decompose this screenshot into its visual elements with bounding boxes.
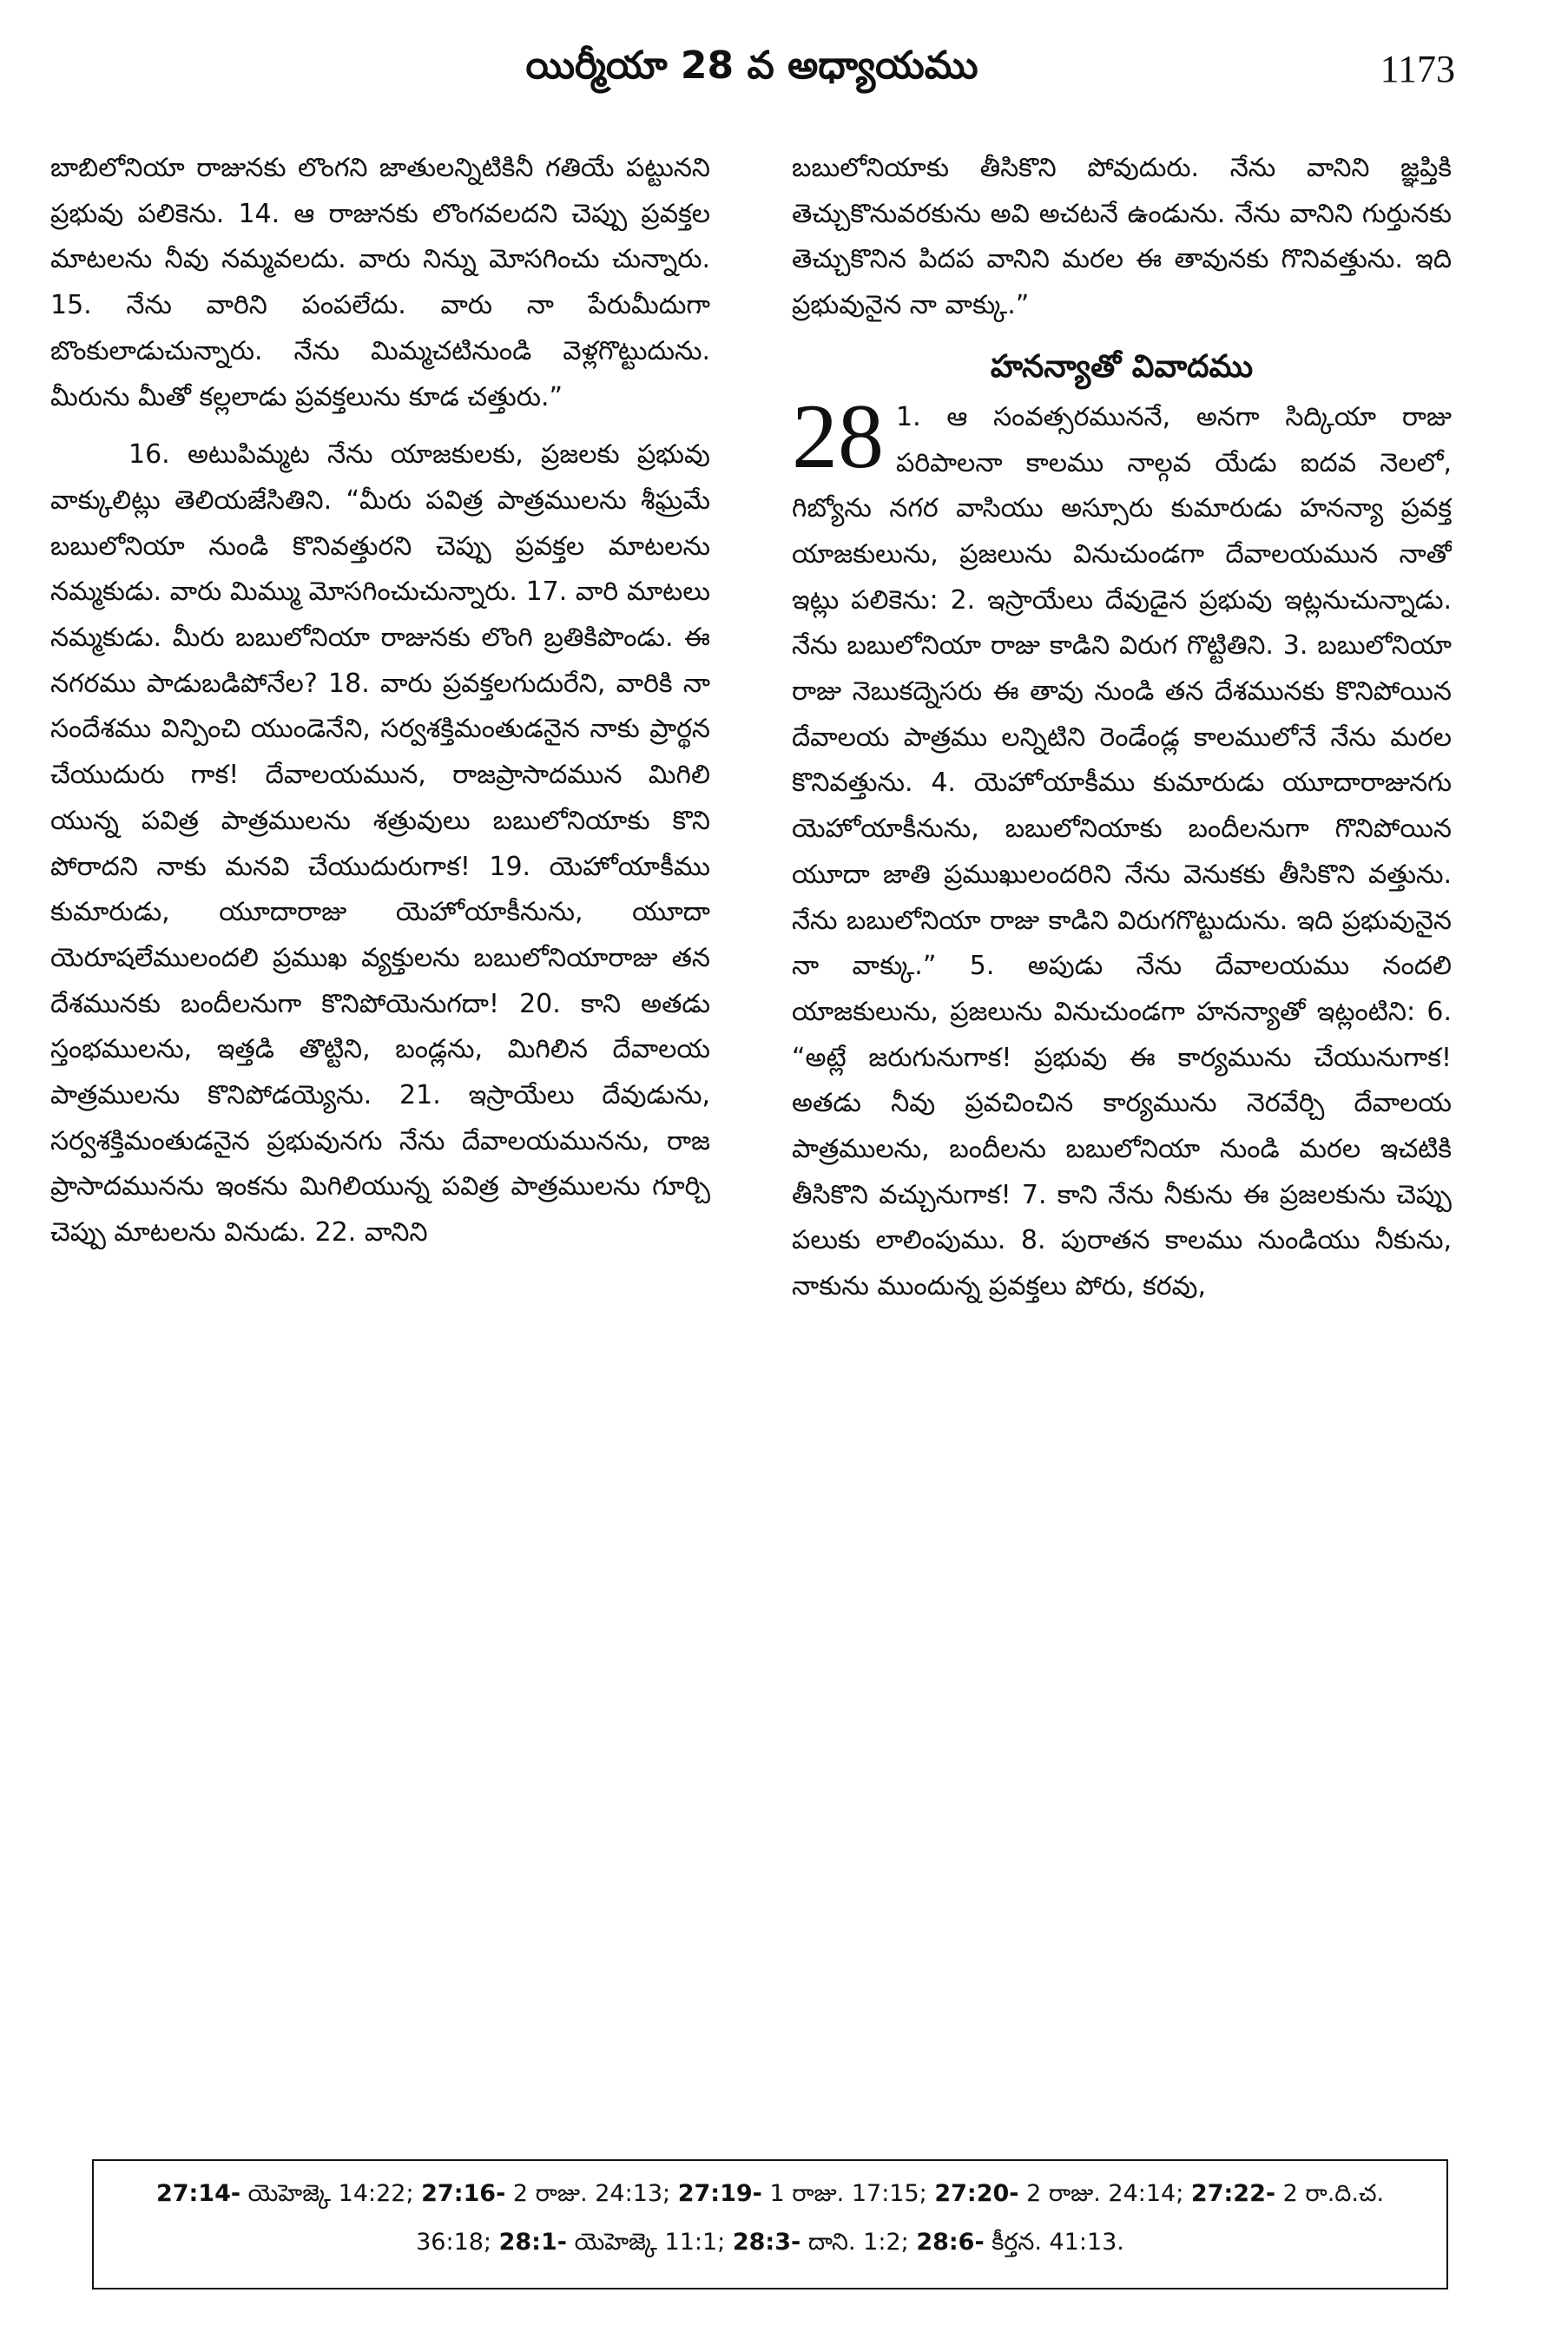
footnote-item: [156, 2180, 421, 2207]
section-heading: హనన్యాతో వివాదము: [990, 348, 1254, 385]
footnote-item: [916, 2229, 1124, 2256]
page-number: 1173: [1380, 48, 1455, 90]
footnote-item: [678, 2180, 935, 2207]
footnote-text: 2 రా.ది.చ. 36:18;: [416, 2180, 1385, 2256]
footnote-item: [934, 2180, 1191, 2207]
footnote-ref: 27:20-: [934, 2180, 1019, 2207]
footnote-ref: 28:3-: [732, 2229, 801, 2256]
footnote-item: [421, 2180, 678, 2207]
page-header: [49, 43, 1455, 113]
right-paragraph-1: బబులోనియాకు తీసికొని పోవుదురు. నేను వానిని జ్ఞప్తికి తెచ్చుకొనువరకును అవి అచటనే ఉండును. నేను వానిని గుర్తునకు తెచ్చుకొనిన పిదప వానిని మరల ఈ తావునకు గొనివత్తును. ఇది ప్రభువునైన నా వాక్కు.”: [792, 153, 1452, 321]
footnote-ref: 28:6-: [916, 2229, 985, 2256]
footnote-text: 1 రాజు. 17:15;: [761, 2180, 935, 2207]
footnote-item: [499, 2229, 733, 2256]
footnote-text: యెహెజ్కె 14:22;: [240, 2180, 422, 2207]
footnote-ref: 27:16-: [421, 2180, 506, 2207]
footnote-text: 2 రాజు. 24:13;: [505, 2180, 678, 2207]
footnote-text: యెహెజ్కె 11:1;: [566, 2229, 733, 2256]
chapter-number: 28: [792, 385, 884, 487]
left-paragraph-2: 16. అటుపిమ్మట నేను యాజకులకు, ప్రజలకు ప్రభువు వాక్కులిట్లు తెలియజేసితిని. “మీరు పవిత్ర పాత్రములను శీఘ్రమే బబులోనియా నుండి కొనివత్తురని చెప్పు ప్రవక్తల మాటలను నమ్మకుడు. వారు మిమ్ము మోసగించుచున్నారు. 17. వారి మాటలు నమ్మకుడు. మీరు బబులోనియా రాజునకు లొంగి బ్రతికిపొండు. ఈ నగరము పాడుబడిపోనేల? 18. వారు ప్రవక్తలగుదురేని, వారికి నా సందేశము విన్పించి యుండెనేని, సర్వశక్తిమంతుడనైన నాకు ప్రార్థన చేయుదురు గాక! దేవాలయమున, రాజప్రాసాదమున మిగిలి యున్న పవిత్ర పాత్రములను శత్రువులు బబులోనియాకు కొని పోరాదని నాకు మనవి చేయుదురుగాక! 19. యెహోయాకీము కుమారుడు, యూదారాజు యెహోయాకీనును, యూదా యెరూషలేములందలి ప్రముఖ వ్యక్తులను బబులోనియారాజు తన దేశమునకు బందీలనుగా కొనిపోయెనుగదా! 20. కాని అతడు స్తంభములను, ఇత్తడి తొట్టిని, బండ్లను, మిగిలిన దేవాలయ పాత్రములను కొనిపోడయ్యెను. 21. ఇస్రాయేలు దేవుడును, సర్వశక్తిమంతుడనైన ప్రభువునగు నేను దేవాలయమునను, రాజ ప్రాసాదమునను ఇంకను మిగిలియున్న పవిత్ర పాత్రములను గూర్చి చెప్పు మాటలను వినుడు. 22. వానిని: [50, 439, 710, 1248]
footnote-ref: 27:22-: [1190, 2180, 1276, 2207]
chapter-start: [792, 385, 1452, 1310]
footnote-ref: 28:1-: [498, 2229, 567, 2256]
footnote-text: కీర్తన. 41:13.: [984, 2229, 1124, 2256]
footnote-text: దాని. 1:2;: [800, 2229, 917, 2256]
footnote-text: 2 రాజు. 24:14;: [1018, 2180, 1191, 2207]
footnote-ref: 27:14-: [155, 2180, 241, 2207]
chapter-title: యిర్మీయా 28 వ అధ్యాయము: [525, 43, 978, 88]
right-paragraph-2: 1. ఆ సంవత్సరముననే, అనగా సిద్కియా రాజు పరిపాలనా కాలము నాల్గవ యేడు ఐదవ నెలలో, గిబ్యోను నగర వాసియు అస్సూరు కుమారుడు హనన్యా ప్రవక్త యాజకులును, ప్రజలును వినుచుండగా దేవాలయమున నాతో ఇట్లు పలికెను: 2. ఇస్రాయేలు దేవుడైన ప్రభువు ఇట్లనుచున్నాడు. నేను బబులోనియా రాజు కాడిని విరుగ గొట్టితిని. 3. బబులోనియా రాజు నెబుకద్నెసరు ఈ తావు నుండి తన దేశమునకు కొనిపోయిన దేవాలయ పాత్రము లన్నిటిని రెండేండ్ల కాలములోనే నేను మరల కొనివత్తును. 4. యెహోయాకీము కుమారుడు యూదారాజునగు యెహోయాకీనును, బబులోనియాకు బందీలనుగా గొనిపోయిన యూదా జాతి ప్రముఖులందరిని నేను వెనుకకు తీసికొని వత్తును. నేను బబులోనియా రాజు కాడిని విరుగగొట్టుదును. ఇది ప్రభువునైన నా వాక్కు.” 5. అపుడు నేను దేవాలయము నందలి యాజకులును, ప్రజలును వినుచుండగా హనన్యాతో ఇట్లంటిని: 6. “అట్లే జరుగునుగాక! ప్రభువు ఈ కార్యమును చేయునుగాక! అతడు నీవు ప్రవచించిన కార్యమును నెరవేర్చి దేవాలయ పాత్రములను, బందీలను బబులోనియా నుండి మరల ఇచటికి తీసికొని వచ్చునుగాక! 7. కాని నేను నీకును ఈ ప్రజలకును చెప్పు పలుకు లాలింపుము. 8. పురాతన కాలము నుండియు నీకును, నాకును ముందున్న ప్రవక్తలు పోరు, కరవు,: [792, 401, 1452, 1302]
left-paragraph-1: బాబిలోనియా రాజునకు లొంగని జాతులన్నిటికినీ గతియే పట్టునని ప్రభువు పలికెను. 14. ఆ రాజునకు లొంగవలదని చెప్పు ప్రవక్తల మాటలను నీవు నమ్మవలదు. వారు నిన్ను మోసగించు చున్నారు. 15. నేను వారిని పంపలేదు. వారు నా పేరుమీదుగా బొంకులాడుచున్నారు. నేను మిమ్మచటినుండి వెళ్లగొట్టుదును. మీరును మీతో కల్లలాడు ప్రవక్తలును కూడ చత్తురు.”: [50, 153, 710, 412]
left-column: [50, 146, 710, 2099]
footnote-ref: 27:19-: [677, 2180, 762, 2207]
right-column: [792, 146, 1452, 2099]
footnote-box: [92, 2159, 1448, 2289]
footnote-item: [733, 2229, 916, 2256]
